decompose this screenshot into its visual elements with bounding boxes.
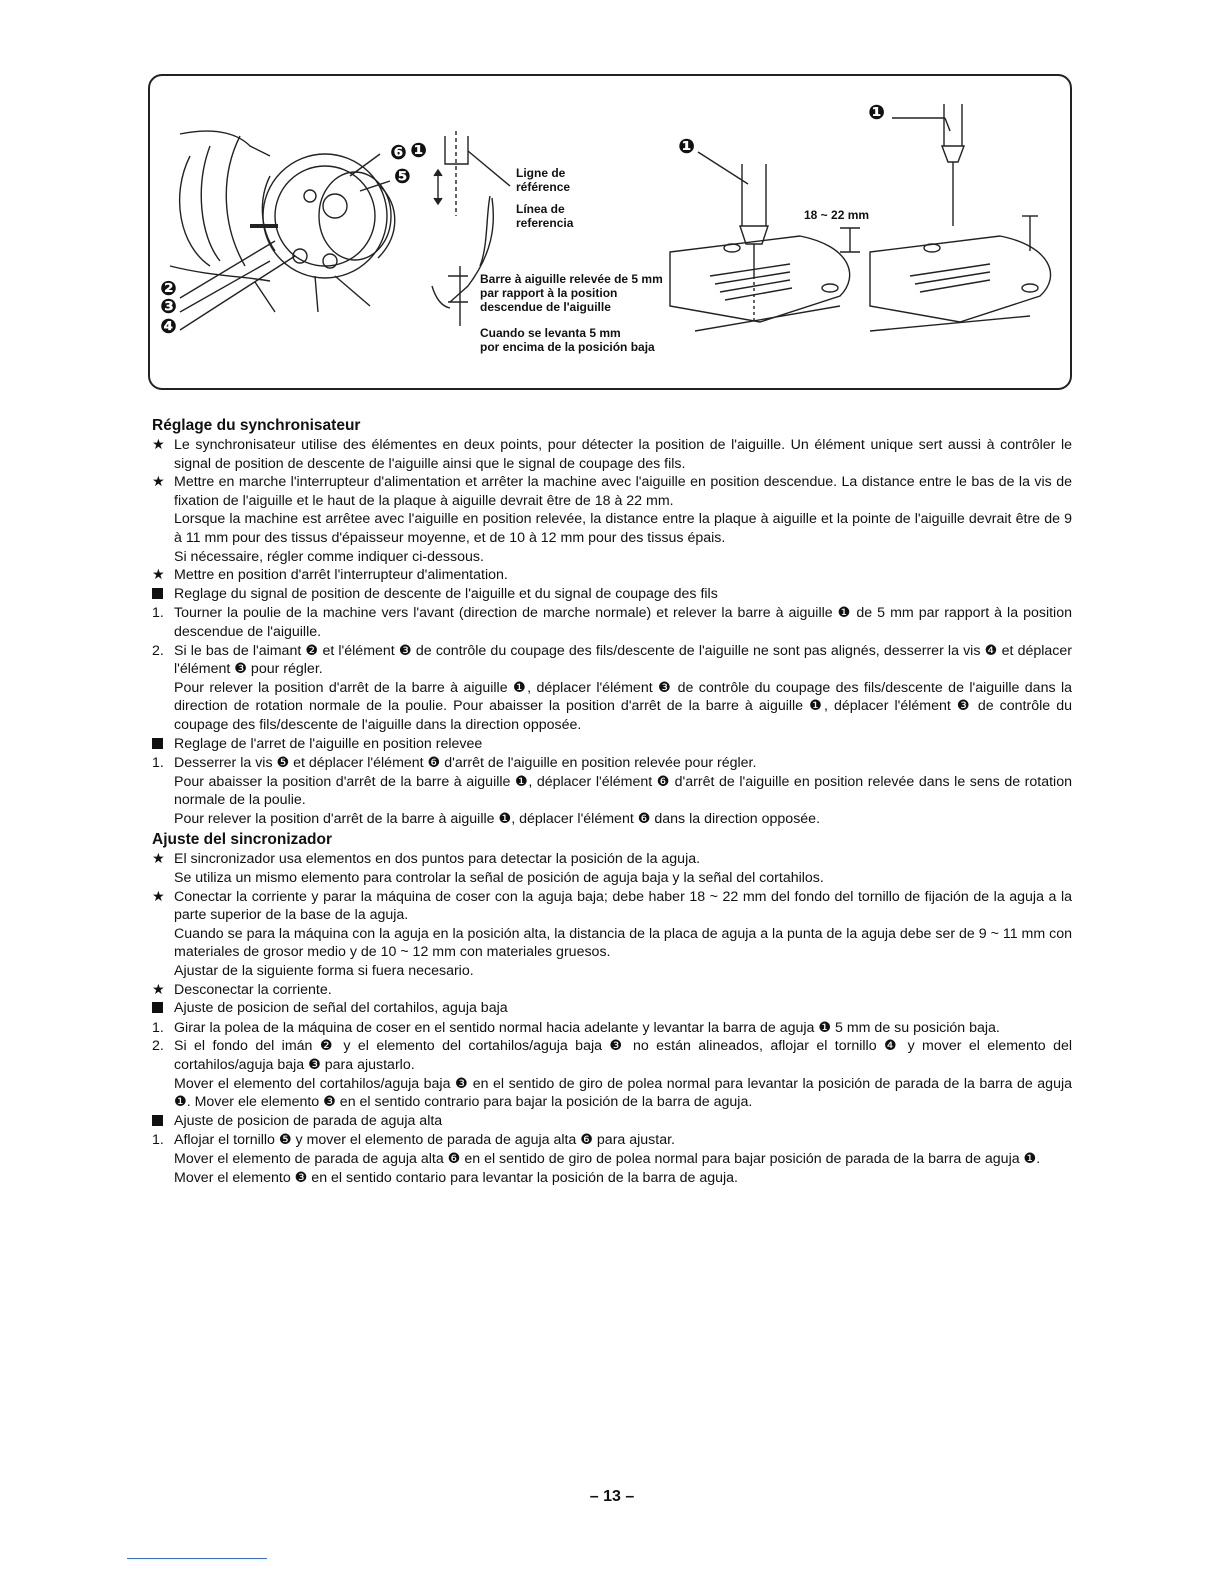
- item-marker: 2.: [152, 1038, 164, 1055]
- callout-3: ❸: [160, 296, 177, 318]
- list-item: [152, 925, 1072, 962]
- list-item-text: Mover el elemento del cortahilos/aguja baja ❸ en el sentido de giro de polea normal para levantar la posición de parada de la barra de aguja ❶. Mover ele elemento ❸ en el sentido contrario para bajar la posición de la barra de aguja.: [174, 1075, 1072, 1111]
- list-item: [152, 1169, 1072, 1188]
- list-item: [152, 773, 1072, 810]
- raise-fr-2: par rapport à la position: [480, 286, 618, 300]
- item-marker: 1.: [152, 1132, 164, 1149]
- spanish-heading: Ajuste del sincronizador: [152, 831, 333, 849]
- list-item: [152, 642, 1072, 679]
- item-marker: 1.: [152, 605, 164, 622]
- item-marker: [152, 925, 174, 962]
- list-item: [152, 510, 1072, 547]
- list-item-text: Si el fondo del imán ❷ y el elemento del cortahilos/aguja baja ❸ no están alineados, aflojar el tornillo ❹ y mover el elemento del cortahilos/aguja baja ❸ para ajustarlo.: [174, 1038, 1072, 1073]
- list-item-text: Pour abaisser la position d'arrêt de la barre à aiguille ❶, déplacer l'élément ❻ d'arrêt de l'aiguille en position relevée dans le sens de rotation normale de la poulie.: [174, 773, 1072, 809]
- star-bullet-icon: ★: [152, 888, 165, 905]
- star-bullet-icon: ★: [152, 437, 165, 453]
- ref-line-es-2: referencia: [516, 216, 574, 230]
- item-marker: [152, 548, 174, 567]
- list-item: [152, 1019, 1072, 1038]
- ref-line-fr-1: Ligne de: [516, 166, 566, 180]
- list-item-text: Tourner la poulie de la machine vers l'avant (direction de marche normale) et relever la barre à aiguille ❶ de 5 mm par rapport à la position descendue de l'aiguille.: [174, 605, 1072, 640]
- list-item-text: Pour relever la position d'arrêt de la barre à aiguille ❶, déplacer l'élément ❻ dans la direction opposée.: [174, 810, 821, 827]
- list-item: [152, 999, 1072, 1019]
- item-marker: [152, 962, 174, 981]
- list-item-text: Reglage de l'arret de l'aiguille en position relevee: [174, 735, 483, 752]
- callout-1-left: ❶: [678, 136, 695, 158]
- callout-6: ❻: [390, 142, 407, 164]
- ref-line-es-1: Línea de: [516, 202, 565, 216]
- list-item: [152, 754, 1072, 773]
- star-bullet-icon: ★: [152, 851, 165, 868]
- section-square-icon: [152, 1112, 174, 1132]
- raise-es-2: por encima de la posición baja: [480, 340, 655, 354]
- raise-fr-3: descendue de l'aiguille: [480, 300, 611, 314]
- list-item: [152, 436, 1072, 473]
- list-item-text: Pour relever la position d'arrêt de la barre à aiguille ❶, déplacer l'élément ❸ de contrôle du coupage des fils/descente de l'aiguille dans la direction de rotation normale de la poulie. Pour abaisser la position d'arrêt de la barre à aiguille ❶, déplacer l'élément ❸ de contrôle du coupage des fils/descente de l'aiguille dans la direction opposée.: [174, 679, 1072, 733]
- list-item-text: Cuando se para la máquina con la aguja en la posición alta, la distancia de la placa de aguja a la punta de la aguja debe ser de 9 ~ 11 mm con materiales de grosor medio y de 10 ~ 12 mm con materiales gruesos.: [174, 925, 1072, 961]
- list-item-text: Reglage du signal de position de descente de l'aiguille et du signal de coupage des fils: [174, 585, 718, 602]
- list-item-text: Lorsque la machine est arrêtee avec l'aiguille en position relevée, la distance entre la plaque à aiguille et la pointe de l'aiguille devrait être de 9 à 11 mm pour des tissus d'épaisseur moyenne, et de 10 à 12 mm pour des tissus épais.: [174, 511, 1072, 546]
- list-item: [152, 1075, 1072, 1112]
- raise-fr-1: Barre à aiguille relevée de 5 mm: [480, 272, 663, 286]
- list-item-text: Mover el elemento ❸ en el sentido contario para levantar la posición de la barra de aguja.: [174, 1169, 739, 1186]
- list-item-text: Mettre en position d'arrêt l'interrupteur d'alimentation.: [174, 567, 508, 584]
- list-item: [152, 810, 1072, 829]
- list-item: [152, 1131, 1072, 1150]
- list-item: [152, 850, 1072, 869]
- list-item-text: Mettre en marche l'interrupteur d'alimentation et arrêter la machine avec l'aiguille en position descendue. La distance entre le bas de la vis de fixation de l'aiguille et le haut de la plaque à aiguille devrait être de 18 à 22 mm.: [174, 474, 1072, 509]
- item-marker: [152, 679, 174, 735]
- section-square-icon: [152, 585, 174, 605]
- callout-5: ❺: [394, 166, 411, 188]
- item-marker: [152, 773, 174, 810]
- item-marker: [152, 1075, 174, 1112]
- list-item: [152, 548, 1072, 567]
- list-item: [152, 869, 1072, 888]
- list-item-text: Conectar la corriente y parar la máquina de coser con la aguja baja; debe haber 18 ~ 22 mm del fondo del tornillo de fijación de la aguja a la parte superior de la base de la aguja.: [174, 888, 1072, 924]
- star-bullet-icon: ★: [152, 474, 165, 491]
- item-marker: [152, 1150, 174, 1169]
- list-item-text: Aflojar el tornillo ❺ y mover el elemento de parada de aguja alta ❻ para ajustar.: [174, 1132, 675, 1149]
- list-item: [152, 679, 1072, 735]
- list-item-text: Si nécessaire, régler comme indiquer ci-dessous.: [174, 548, 484, 565]
- french-list: [152, 436, 1072, 828]
- item-marker: [152, 810, 174, 829]
- section-square-icon: [152, 735, 174, 755]
- ref-line-fr-2: référence: [516, 180, 571, 194]
- list-item-text: Desconectar la corriente.: [174, 981, 332, 998]
- list-item: [152, 962, 1072, 981]
- list-item-text: Ajustar de la siguiente forma si fuera necesario.: [174, 963, 474, 980]
- list-item: [152, 473, 1072, 510]
- item-marker: 2.: [152, 642, 164, 659]
- item-marker: 1.: [152, 755, 164, 772]
- section-square-icon: [152, 999, 174, 1019]
- callout-1-head: ❶: [410, 140, 427, 162]
- list-item: [152, 1037, 1072, 1074]
- callout-2: ❷: [160, 278, 177, 300]
- star-bullet-icon: ★: [152, 981, 165, 998]
- list-item: [152, 1112, 1072, 1132]
- list-item: [152, 585, 1072, 605]
- list-item-text: Si le bas de l'aimant ❷ et l'élément ❸ de contrôle du coupage des fils/descente de l'aiguille ne sont pas alignés, desserrer la vis ❹ et déplacer l'élément ❸ pour régler.: [174, 642, 1072, 678]
- spanish-list: [152, 850, 1072, 1187]
- list-item-text: El sincronizador usa elementos en dos puntos para detectar la posición de la aguja.: [174, 851, 701, 868]
- callout-4: ❹: [160, 316, 177, 338]
- item-marker: [152, 1169, 174, 1188]
- item-marker: 1.: [152, 1019, 164, 1036]
- illustration-panel: [148, 74, 1072, 390]
- list-item: [152, 981, 1072, 1000]
- list-item-text: Mover el elemento de parada de aguja alta ❻ en el sentido de giro de polea normal para bajar posición de parada de la barra de aguja ❶.: [174, 1150, 1041, 1167]
- callout-1-right: ❶: [868, 102, 885, 124]
- list-item-text: Ajuste de posicion de parada de aguja alta: [174, 1112, 443, 1129]
- item-marker: [152, 869, 174, 888]
- list-item-text: Girar la polea de la máquina de coser en el sentido normal hacia adelante y levantar la barra de aguja ❶ 5 mm de su posición baja.: [174, 1019, 1000, 1036]
- list-item: [152, 566, 1072, 585]
- list-item-text: Le synchronisateur utilise des élémentes en deux points, pour détecter la position de l'aiguille. Un élément unique sert aussi à contrôler le signal de position de descente de l'aiguille ainsi que le signal de coupage des fils.: [174, 437, 1072, 472]
- list-item: [152, 888, 1072, 925]
- dimension-label: 18 ~ 22 mm: [804, 208, 870, 222]
- list-item: [152, 1150, 1072, 1169]
- list-item: [152, 604, 1072, 641]
- page-number: – 13 –: [589, 1488, 635, 1505]
- list-item: [152, 735, 1072, 755]
- item-marker: [152, 510, 174, 547]
- raise-es-1: Cuando se levanta 5 mm: [480, 326, 621, 340]
- list-item-text: Se utiliza un mismo elemento para controlar la señal de posición de aguja baja y la señal del cortahilos.: [174, 870, 824, 887]
- instructions-text: [152, 416, 1072, 1187]
- french-heading: Réglage du synchronisateur: [152, 417, 361, 434]
- list-item-text: Desserrer la vis ❺ et déplacer l'élément ❻ d'arrêt de l'aiguille en position relevée pour régler.: [174, 755, 757, 772]
- star-bullet-icon: ★: [152, 567, 165, 584]
- list-item-text: Ajuste de posicion de señal del cortahilos, aguja baja: [174, 1000, 508, 1017]
- footer-underline: [127, 1558, 267, 1559]
